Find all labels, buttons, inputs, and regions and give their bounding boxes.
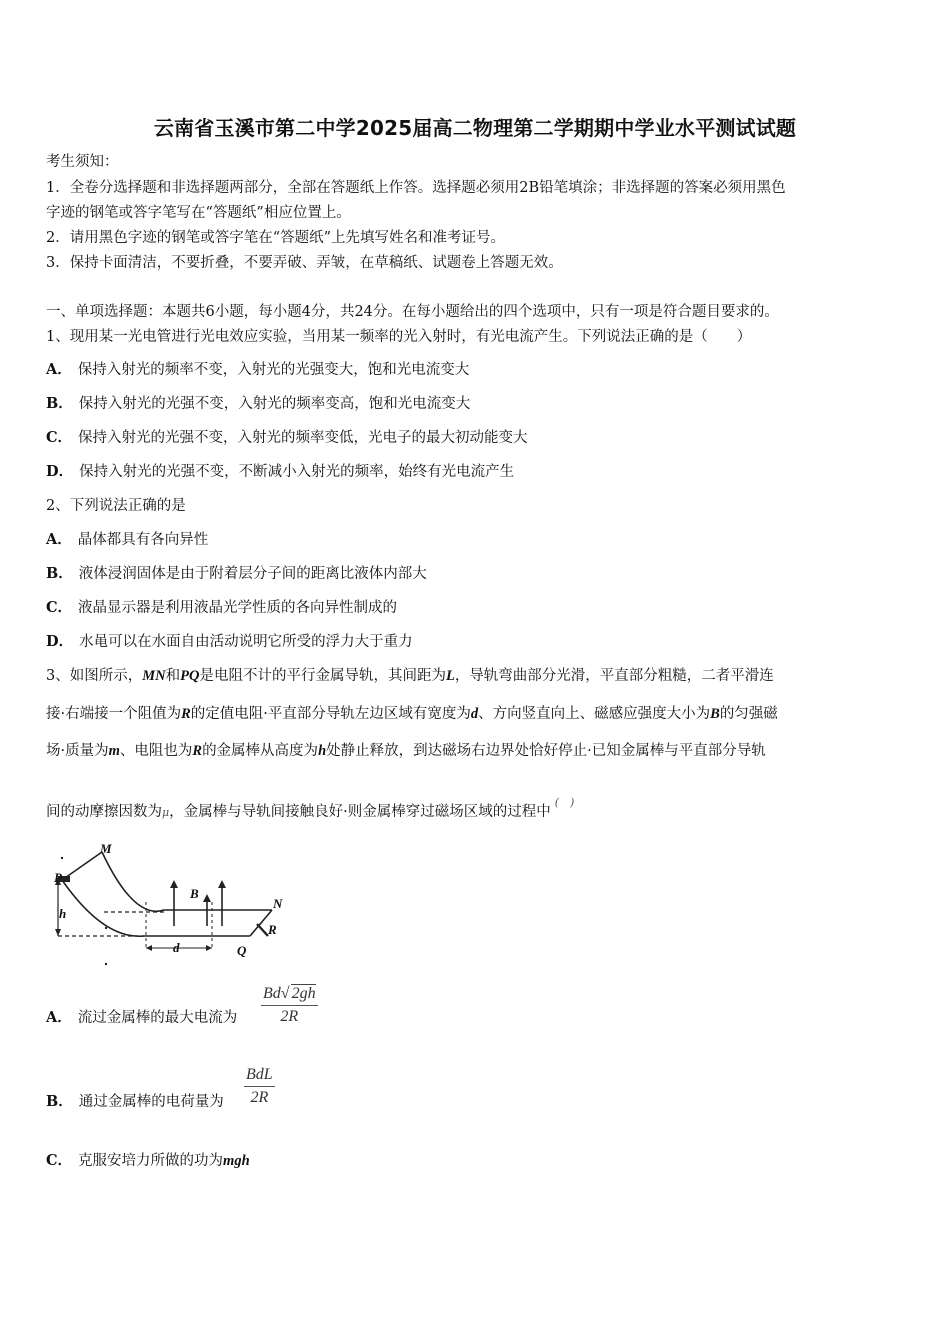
question-2-stem: 2、下列说法正确的是 [46,498,186,514]
formula-charge [244,1066,275,1107]
q3-text: 场·质量为 [46,743,109,759]
fraction-numerator: Bd√ 2gh [263,985,316,1002]
question-3-line-3 [46,741,766,761]
label-h: h [59,906,67,921]
option-letter: C． [46,429,73,446]
option-letter: A． [46,1009,72,1026]
q3-var-b: B [710,706,720,722]
option-letter: B． [46,395,73,412]
question-2-option-d [46,632,413,652]
rail-diagram [44,840,294,970]
q3-var-h: h [318,743,327,759]
section-heading: 一、单项选择题：本题共6小题，每小题4分，共24分。在每小题给出的四个选项中，只有一项是符合题目要求的。 [46,304,779,320]
notice-item-2: 2．请用黑色字迹的钢笔或答字笔在“答题纸”上先填写姓名和准考证号。 [46,230,506,246]
option-letter: D． [46,463,74,480]
question-3-line-1 [46,666,774,686]
exam-title: 云南省玉溪市第二中学2025届高二物理第二学期期中学业水平测试试题 [153,116,797,140]
question-1-stem: 1、现用某一光电管进行光电效应实验，当用某一频率的光入射时，有光电流产生。下列说法正确的是（ ） [46,329,752,345]
option-letter: A． [46,361,72,378]
question-3-line-4 [46,796,575,823]
label-b: B [190,886,199,901]
q3-text: 的匀强磁 [719,706,778,722]
dot [105,963,107,965]
dot [105,927,107,929]
notice-heading: 考生须知： [46,154,119,170]
arrow-head [55,929,61,936]
question-3-option-a [46,1008,237,1028]
option-text: 液体浸润固体是由于附着层分子间的距离比液体内部大 [78,566,427,582]
question-1-option-b [46,394,470,414]
question-1-option-a [46,360,469,380]
notice-item-1: 1．全卷分选择题和非选择题两部分，全部在答题纸上作答。选择题必须用2B铅笔填涂；非选择题的答案必须用黑色 [46,180,786,196]
numerator-text: Bd [263,985,281,1002]
formula-work: mgh [223,1153,250,1169]
fraction-denominator: 2R [280,1008,299,1025]
q3-text: 和 [165,668,181,684]
option-text: 保持入射光的光强不变，入射光的频率变低，光电子的最大初动能变大 [78,430,528,446]
question-2-option-b [46,564,427,584]
q3-var-mu: μ [162,806,170,819]
option-text: 晶体都具有各向异性 [77,532,209,548]
option-text: 保持入射光的频率不变，入射光的光强变大，饱和光电流变大 [77,362,470,378]
q3-text: 间的动摩擦因数为 [46,804,162,820]
resistor [257,924,268,936]
arrow-head [146,945,152,951]
q3-text: 、方向竖直向上、磁感应强度大小为 [478,706,711,722]
q3-var-r: R [192,743,203,759]
question-3-line-2 [46,704,778,724]
question-1-option-d [46,462,514,482]
rail-mn [102,852,272,911]
q3-var-r: R [181,706,191,722]
option-letter: D． [46,633,74,650]
option-letter: C． [46,599,73,616]
option-text: 保持入射光的光强不变，不断减小入射光的频率，始终有光电流产生 [79,464,515,480]
q3-var-l: L [445,668,455,684]
option-text: 通过金属棒的电荷量为 [78,1094,224,1110]
option-text: 液晶显示器是利用液晶光学性质的各向异性制成的 [78,600,398,616]
option-letter: B． [46,1093,73,1110]
question-2-option-c [46,598,397,618]
q3-text: 的定值电阻·平直部分导轨左边区域有宽度为 [190,706,471,722]
q3-text: 3、如图所示， [46,668,143,684]
q3-text: 、电阻也为 [119,743,193,759]
q3-var-mn: MN [142,668,166,684]
q3-var-m: m [108,743,120,759]
option-letter: A． [46,531,72,548]
option-text: 流过金属棒的最大电流为 [77,1010,238,1026]
rail-top-link [62,852,102,880]
option-text: 克服安培力所做的功为 [78,1153,224,1169]
arrow-head [218,880,226,888]
option-text: 水黾可以在水面自由活动说明它所受的浮力大于重力 [79,634,413,650]
q3-text: 接·右端接一个阻值为 [46,706,182,722]
label-p: P [54,870,62,885]
option-text: 保持入射光的光强不变，入射光的频率变高，饱和光电流变大 [78,396,471,412]
q3-text: 是电阻不计的平行金属导轨，其间距为 [199,668,446,684]
fraction-numerator: BdL [246,1066,273,1083]
option-letter: B． [46,565,73,582]
arrow-head [170,880,178,888]
q3-text: 处静止释放，到达磁场右边界处恰好停止·已知金属棒与平直部分导轨 [326,743,766,759]
q3-text: 的金属棒从高度为 [202,743,319,759]
dot [61,857,63,859]
sqrt-radicand: 2gh [291,985,316,1002]
notice-item-1-cont: 字迹的钢笔或答字笔写在“答题纸”相应位置上。 [46,205,351,221]
arrow-head [203,894,211,902]
notice-item-3: 3．保持卡面清洁，不要折叠，不要弄破、弄皱，在草稿纸、试题卷上答题无效。 [46,255,563,271]
question-2-option-a [46,530,208,550]
label-q: Q [237,943,247,958]
option-letter: C． [46,1152,73,1169]
arrow-head [206,945,212,951]
fraction-denominator: 2R [250,1089,269,1106]
question-1-option-c [46,428,528,448]
label-d: d [173,940,180,955]
question-3-option-c [46,1151,250,1171]
answer-paren: ( ) [554,796,575,809]
label-m: M [100,841,112,856]
label-n: N [273,896,283,911]
formula-max-current [261,984,318,1026]
question-3-option-b [46,1092,224,1112]
label-r: R [268,922,277,937]
q3-var-pq: PQ [180,668,200,684]
q3-var-d: d [470,706,479,722]
q3-text: ，导轨弯曲部分光滑，平直部分粗糙，二者平滑连 [454,668,774,684]
q3-text: ，金属棒与导轨间接触良好·则金属棒穿过磁场区域的过程中 [169,804,551,820]
